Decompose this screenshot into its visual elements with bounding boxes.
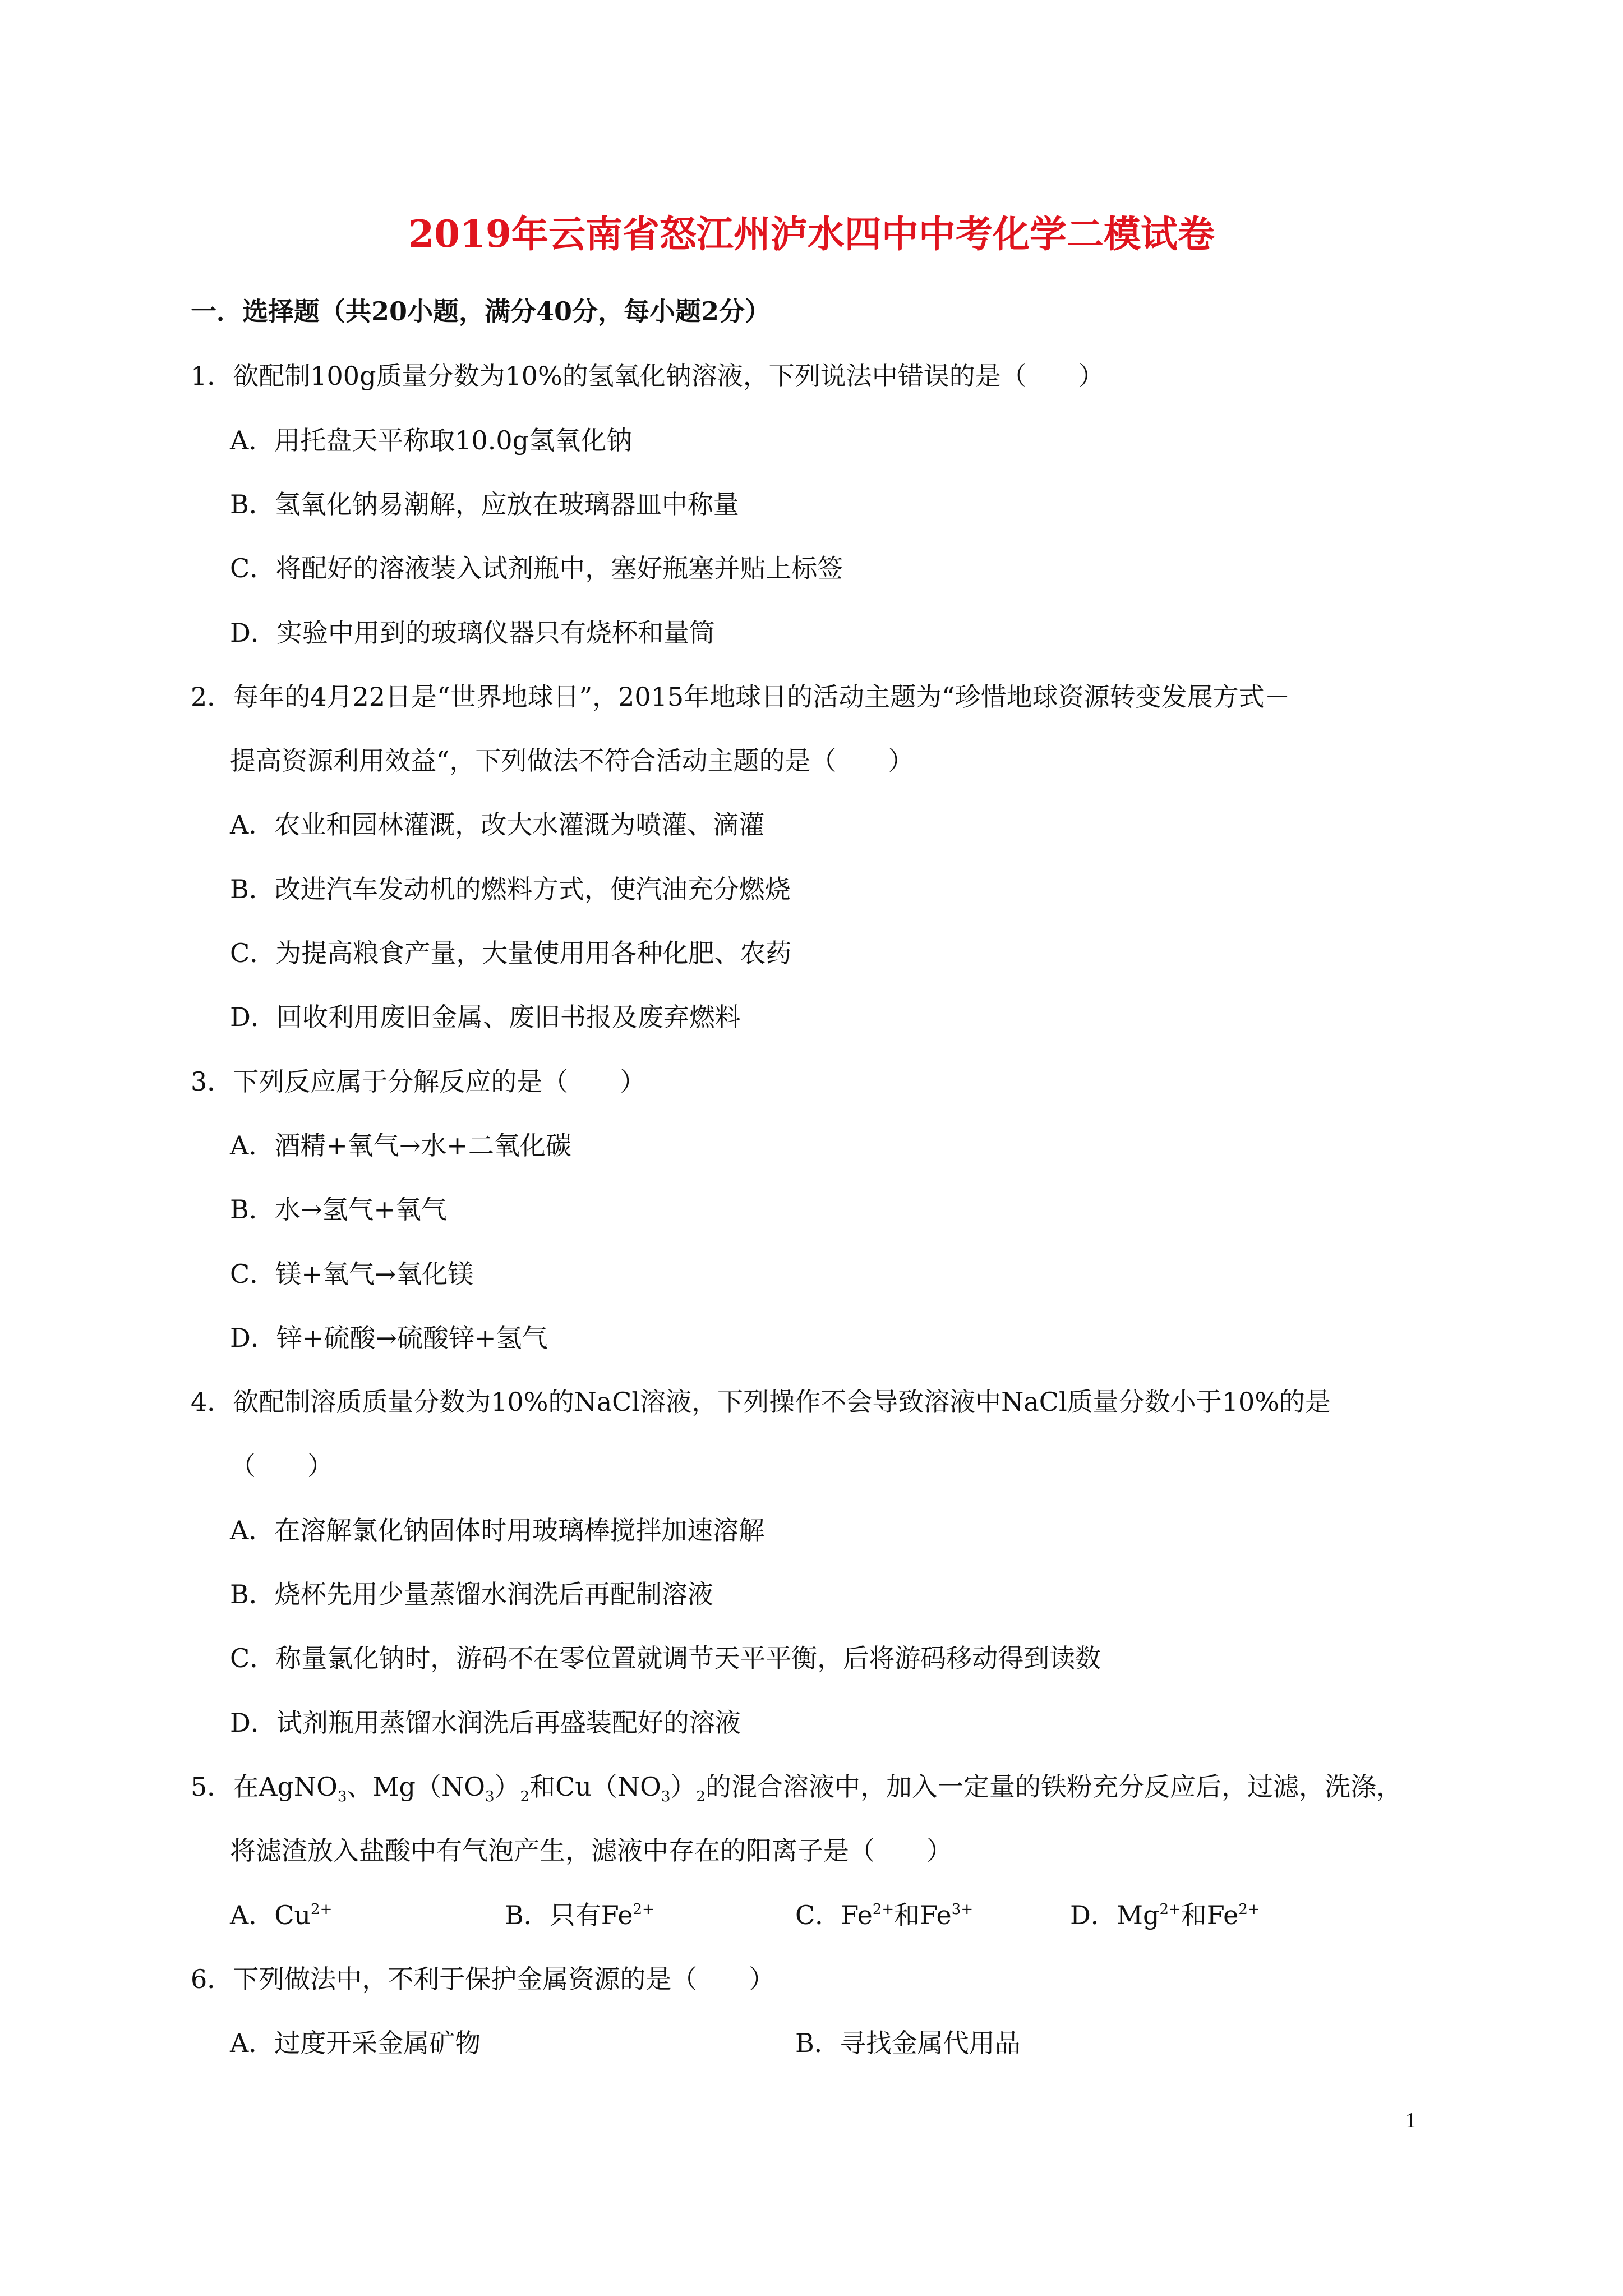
page-number: 1	[1405, 2109, 1416, 2132]
q5-b-sup: 2+	[633, 1901, 654, 1918]
question-5-option-a	[230, 1895, 332, 1935]
question-3-option-a: A．酒精+氧气→水+二氧化碳	[230, 1130, 571, 1161]
question-3-stem: 3．下列反应属于分解反应的是（ ）	[191, 1066, 646, 1097]
q5-c-text-2: 和Fe	[894, 1900, 952, 1930]
question-5-option-c	[795, 1895, 973, 1935]
q5-d-text-1: D．Mg	[1070, 1900, 1160, 1930]
question-1-stem: 1．欲配制100g质量分数为10%的氢氧化钠溶液，下列说法中错误的是（ ）	[191, 361, 1104, 391]
q5-d-sup-1: 2+	[1159, 1901, 1181, 1918]
question-4-stem-line-1: 4．欲配制溶质质量分数为10%的NaCl溶液，下列操作不会导致溶液中NaCl质量分数小于10%的是	[191, 1387, 1331, 1417]
q5-sub-5: 2	[696, 1788, 706, 1805]
question-1-option-d: D．实验中用到的玻璃仪器只有烧杯和量筒	[230, 618, 715, 648]
question-4-option-c: C．称量氯化钠时，游码不在零位置就调节天平平衡，后将游码移动得到读数	[230, 1643, 1101, 1673]
q5-c-sup-2: 3+	[951, 1901, 974, 1918]
question-6-option-a: A．过度开采金属矿物	[230, 2028, 481, 2058]
question-2-option-d: D．回收利用废旧金属、废旧书报及废弃燃料	[230, 1002, 741, 1032]
q5-c-sup-1: 2+	[872, 1901, 895, 1918]
q5-b-text: B．只有Fe	[505, 1900, 633, 1930]
question-2-option-a: A．农业和园林灌溉，改大水灌溉为喷灌、滴灌	[230, 809, 765, 840]
question-1-option-c: C．将配好的溶液装入试剂瓶中，塞好瓶塞并贴上标签	[230, 553, 843, 583]
section-heading: 一．选择题（共20小题，满分40分，每小题2分）	[191, 296, 771, 326]
question-2-option-c: C．为提高粮食产量，大量使用用各种化肥、农药	[230, 938, 792, 968]
q5-sub-3: 2	[520, 1788, 530, 1805]
question-2-stem-line-2: 提高资源利用效益“，下列做法不符合活动主题的是（ ）	[230, 746, 914, 776]
q5-text-2: 、Mg（NO	[347, 1772, 485, 1802]
q5-d-text-2: 和Fe	[1181, 1900, 1239, 1930]
question-5-stem-line-1	[191, 1767, 1402, 1806]
q5-sub-2: 3	[485, 1788, 495, 1805]
q5-text-5: ）	[670, 1772, 697, 1802]
question-3-option-c: C．镁+氧气→氧化镁	[230, 1259, 474, 1289]
question-3-option-b: B．水→氢气+氧气	[230, 1194, 447, 1225]
question-4-option-a: A．在溶解氯化钠固体时用玻璃棒搅拌加速溶解	[230, 1515, 765, 1545]
question-4-stem-line-2: （ ）	[230, 1451, 333, 1481]
q5-sub-4: 3	[661, 1788, 671, 1805]
question-2-option-b: B．改进汽车发动机的燃料方式，使汽油充分燃烧	[230, 874, 791, 904]
question-2-stem-line-1: 2．每年的4月22日是“世界地球日”，2015年地球日的活动主题为“珍惜地球资源转变发展方式－	[191, 682, 1290, 712]
q5-text-1: 5．在AgNO	[191, 1772, 338, 1802]
question-5-stem-line-2: 将滤渣放入盐酸中有气泡产生，滤液中存在的阳离子是（ ）	[230, 1835, 952, 1866]
q5-d-sup-2: 2+	[1238, 1901, 1260, 1918]
question-5-option-d	[1070, 1895, 1260, 1935]
page-title: 2019年云南省怒江州泸水四中中考化学二模试卷	[408, 212, 1215, 256]
question-6-stem: 6．下列做法中，不利于保护金属资源的是（ ）	[191, 1964, 775, 1994]
question-5-option-b	[505, 1895, 654, 1935]
question-1-option-b: B．氢氧化钠易潮解，应放在玻璃器皿中称量	[230, 489, 739, 519]
q5-a-text: A．Cu	[230, 1900, 311, 1930]
question-6-option-b: B．寻找金属代用品	[795, 2028, 1021, 2058]
question-1-option-a: A．用托盘天平称取10.0g氢氧化钠	[230, 425, 633, 455]
q5-c-text-1: C．Fe	[795, 1900, 873, 1930]
q5-sub-1: 3	[337, 1788, 347, 1805]
q5-text-3: ）	[494, 1772, 520, 1802]
question-3-option-d: D．锌+硫酸→硫酸锌+氢气	[230, 1323, 548, 1353]
q5-text-4: 和Cu（NO	[529, 1772, 661, 1802]
q5-a-sup: 2+	[311, 1901, 333, 1918]
q5-text-6: 的混合溶液中，加入一定量的铁粉充分反应后，过滤，洗涤，	[705, 1772, 1402, 1802]
question-4-option-b: B．烧杯先用少量蒸馏水润洗后再配制溶液	[230, 1579, 713, 1609]
question-4-option-d: D．试剂瓶用蒸馏水润洗后再盛装配好的溶液	[230, 1708, 741, 1738]
